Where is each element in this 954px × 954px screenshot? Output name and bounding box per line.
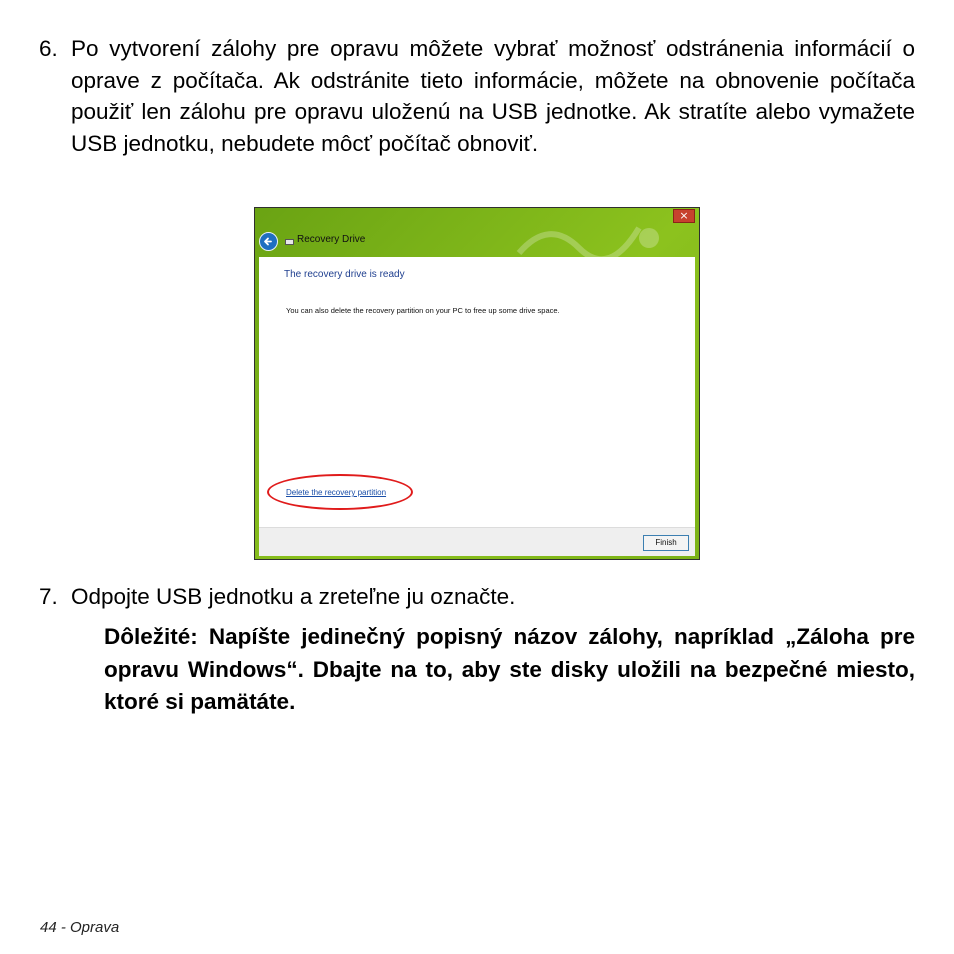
close-button[interactable]: [673, 209, 695, 223]
dialog-footer: [259, 528, 695, 556]
dialog-heading: The recovery drive is ready: [284, 269, 405, 280]
finish-button[interactable]: Finish: [643, 535, 689, 551]
step-7-number: 7.: [39, 584, 58, 609]
back-button[interactable]: [259, 232, 278, 251]
step-7-text: Odpojte USB jednotku a zreteľne ju označte.: [71, 584, 516, 609]
drive-icon: [285, 239, 294, 245]
close-icon: ×: [679, 209, 689, 222]
dialog-body-text: You can also delete the recovery partition on your PC to free up some drive space.: [286, 306, 560, 315]
page-footer: 44 - Oprava: [40, 919, 120, 936]
delete-recovery-partition-link[interactable]: Delete the recovery partition: [286, 488, 387, 497]
dialog-panel: [259, 257, 695, 556]
step-6-number: 6.: [39, 36, 58, 61]
window-title: Recovery Drive: [297, 234, 366, 245]
important-note: Dôležité: Napíšte jedinečný popisný názov zálohy, napríklad „Záloha pre opravu Windows“. Dbajte na to, aby ste disky uložili na bezpečné miesto, ktoré si pamätáte.: [104, 624, 915, 714]
step-6-text: Po vytvorení zálohy pre opravu môžete vybrať možnosť odstránenia informácií o oprave z počítača. Ak odstránite tieto informácie, môžete na obnovenie počítača použiť len zálohu pre opravu uloženú na USB jednotke. Ak stratíte alebo vymažete USB jednotku, nebudete môcť počítač obnoviť.: [71, 36, 915, 157]
step-7: [39, 581, 915, 615]
back-arrow-icon: [260, 233, 277, 250]
step-6: [39, 33, 915, 193]
background-decoration: [509, 218, 669, 258]
recovery-drive-screenshot: [254, 207, 700, 560]
